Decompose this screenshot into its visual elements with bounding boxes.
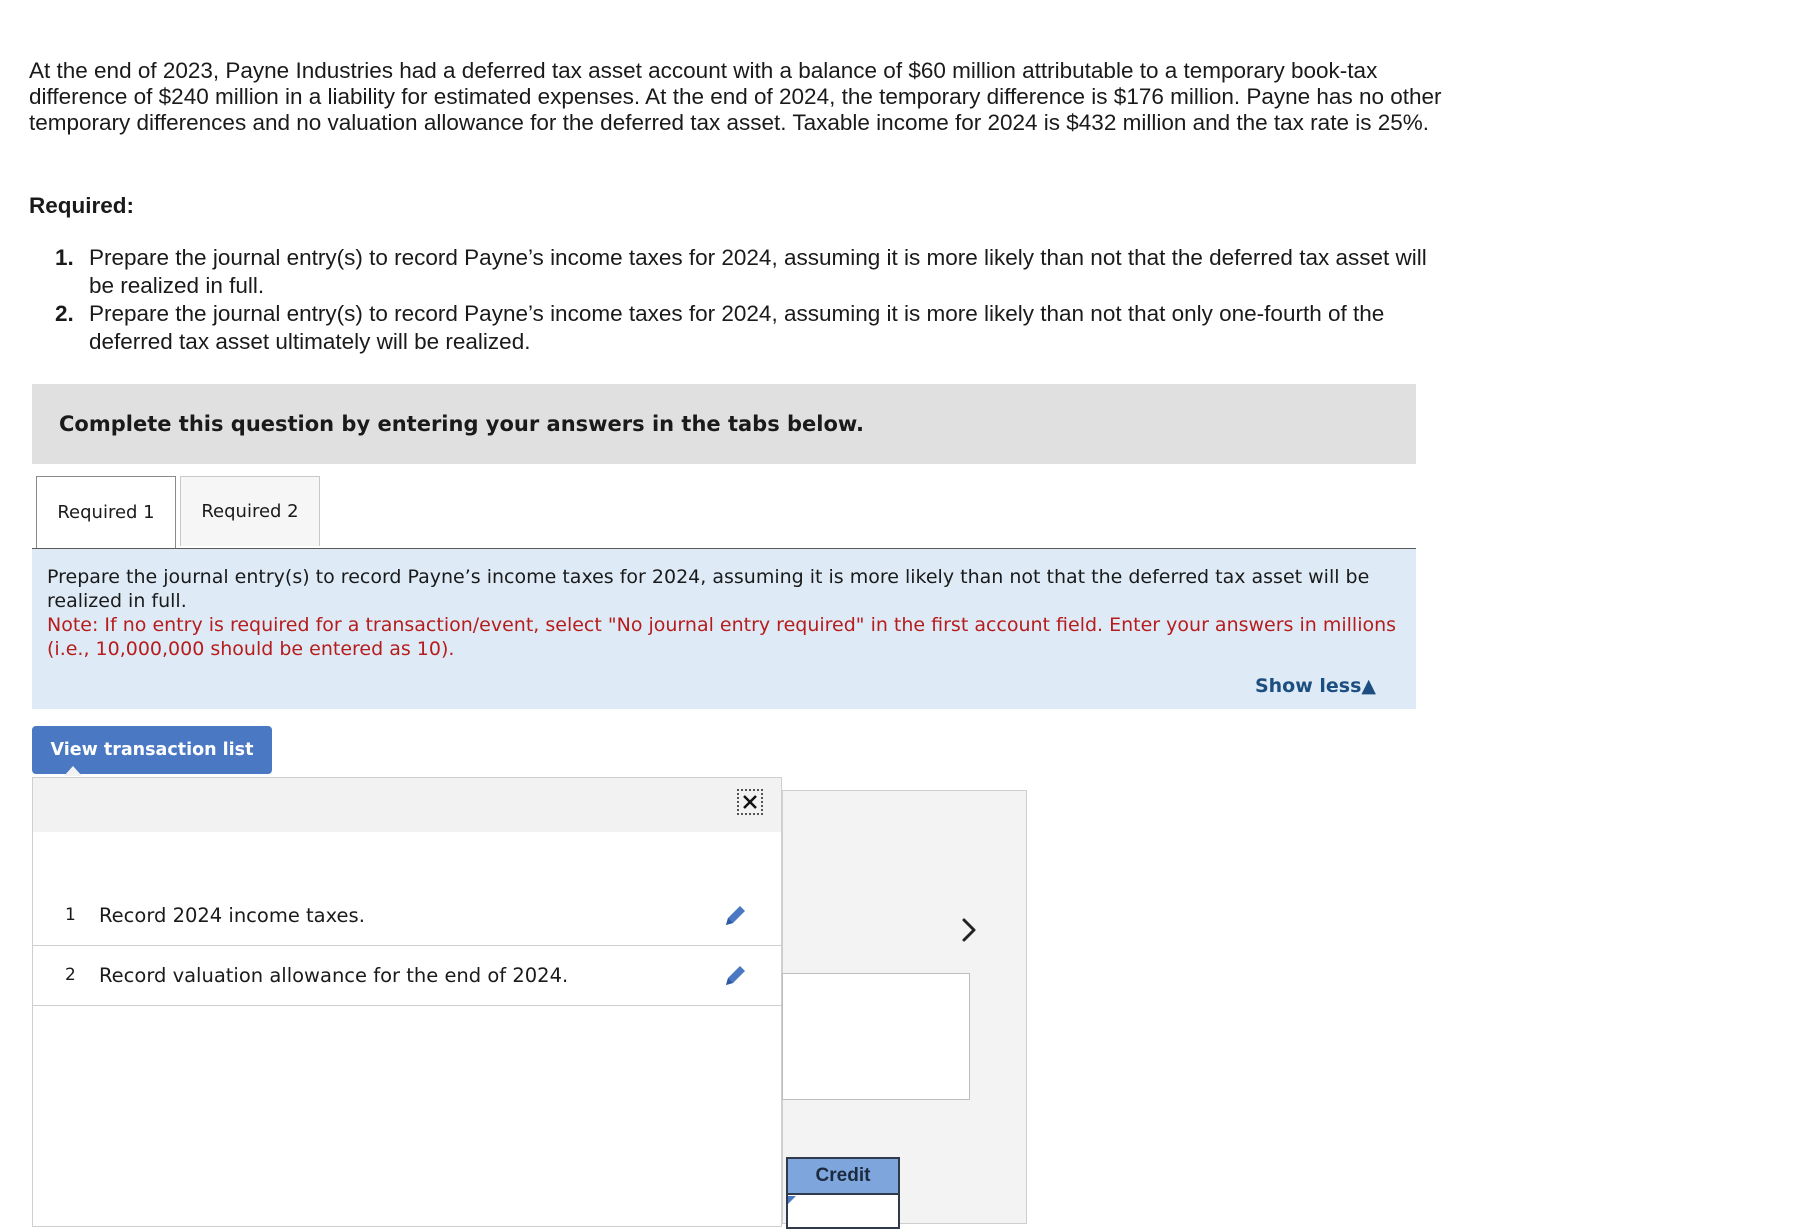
pencil-icon[interactable] — [721, 962, 749, 990]
requirement-text: Prepare the journal entry(s) to record Payne’s income taxes for 2024, assuming it is more likely than not that only one-fourth of the deferred tax asset ultimately will be realized. — [89, 301, 1385, 354]
show-less-link[interactable]: Show less▲ — [1254, 675, 1376, 697]
complete-question-text: Complete this question by entering your answers in the tabs below. — [59, 412, 864, 436]
tab-required-1[interactable] — [36, 476, 176, 548]
transaction-number: 2 — [65, 965, 76, 985]
popup-caret — [64, 766, 82, 776]
close-icon[interactable] — [737, 789, 763, 815]
requirement-item — [55, 244, 1445, 300]
credit-label: Credit — [815, 1165, 871, 1186]
requirement-tabs — [32, 476, 1416, 549]
transaction-row[interactable] — [33, 886, 781, 946]
instructions-text: Prepare the journal entry(s) to record Payne’s income taxes for 2024, assuming it is more likely than not that the deferred tax asset will be realized in full. — [47, 566, 1370, 612]
transaction-description: Record valuation allowance for the end of 2024. — [99, 964, 569, 987]
transaction-number: 1 — [65, 905, 76, 925]
worksheet-input-area[interactable] — [782, 973, 970, 1100]
transaction-description: Record 2024 income taxes. — [99, 904, 365, 927]
cell-flag-icon — [788, 1196, 796, 1204]
chevron-right-icon[interactable] — [958, 916, 980, 944]
pencil-icon[interactable] — [721, 902, 749, 930]
instructions-note: Note: If no entry is required for a transaction/event, select "No journal entry required" in the first account field. Enter your answers in millions (i.e., 10,000,000 should be entered as 10). — [47, 614, 1397, 660]
transaction-list-popup — [32, 777, 782, 1227]
popup-header — [33, 778, 781, 832]
required-heading: Required: — [29, 193, 135, 218]
requirement-number: 1. — [55, 245, 74, 270]
tab-required-2[interactable] — [180, 476, 320, 546]
requirements-list — [55, 244, 1445, 356]
tab-label: Required 2 — [201, 501, 299, 522]
requirement-number: 2. — [55, 301, 74, 326]
requirement-text: Prepare the journal entry(s) to record Payne’s income taxes for 2024, assuming it is more likely than not that the deferred tax asset will be realized in full. — [89, 245, 1427, 298]
tab-label: Required 1 — [57, 502, 155, 523]
requirement-item — [55, 300, 1445, 356]
complete-question-banner — [32, 384, 1416, 464]
instructions-panel — [32, 549, 1416, 709]
transaction-list — [33, 886, 781, 1006]
problem-statement: At the end of 2023, Payne Industries had a deferred tax asset account with a balance of $60 million attributable to a temporary book-tax difference of $240 million in a liability for estimated expenses. At the end of 2024, the temporary difference is $176 million. Payne has no other temporary differences and no valuation allowance for the deferred tax asset. Taxable income for 2024 is $432 million and the tax rate is 25%. — [29, 58, 1442, 135]
transaction-row[interactable] — [33, 946, 781, 1006]
view-transaction-list-button[interactable]: View transaction list — [32, 726, 272, 774]
credit-column-header — [786, 1157, 900, 1195]
